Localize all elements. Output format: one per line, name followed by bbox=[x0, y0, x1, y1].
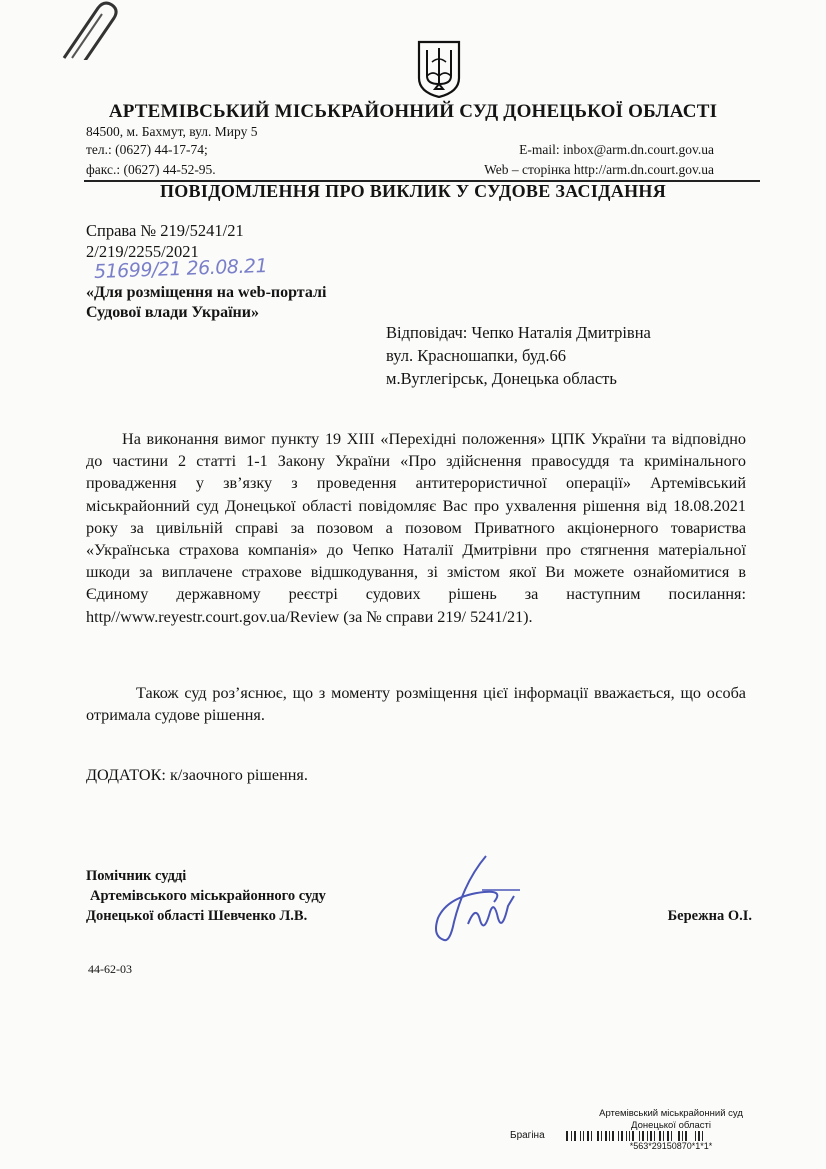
barcode-graphic bbox=[566, 1131, 786, 1141]
court-phone: тел.: (0627) 44-17-74; bbox=[86, 142, 208, 157]
proceeding-number: 2/219/2255/2021 bbox=[86, 242, 199, 261]
paper-clip-icon bbox=[58, 0, 128, 60]
coat-of-arms-icon bbox=[416, 40, 462, 98]
court-email: E-mail: inbox@arm.dn.court.gov.ua bbox=[519, 142, 714, 157]
signatory-title-line2: Артемівського міськрайонного суду bbox=[90, 888, 326, 904]
court-fax: факс.: (0627) 44-52-95. bbox=[86, 162, 216, 177]
respondent-street: вул. Красношапки, буд.66 bbox=[386, 346, 566, 365]
attachment-line: ДОДАТОК: к/заочного рішення. bbox=[86, 766, 308, 784]
portal-note-line2: Судової влади України» bbox=[86, 304, 259, 321]
signatory-title-line1: Помічник судді bbox=[86, 868, 187, 884]
footer-page-label: Брагіна bbox=[510, 1130, 545, 1141]
signatory-title-line3: Донецької області Шевченко Л.В. bbox=[86, 908, 308, 924]
footer-stamp-court-line2: Донецької області bbox=[631, 1120, 711, 1131]
body-paragraph-1-text: На виконання вимог пункту 19 XIII «Перехідні положення» ЦПК України та відповідно до частини 2 статті 1-1 Закону України «Про здійснення правосуддя та кримінального провадження у зв’язку з проведення антитерористичної операції» Артемівський міськрайонний суд Донецької області повідомляє Вас про ухвалення рішення від 18.08.2021 року за цивільній справі за позовом а позовом Приватного акціонерного товариства «Українська страхова компанія» до Чепко Наталії Дмитрівни про стягнення матеріальної шкоди за виплачене страхове відшкодування, зі змістом якої Ви можете ознайомитися в Єдиному державному реєстрі судових рішень за наступним посилання: http//www.reyestr.court.gov.ua/Review (за № справи 219/ 5241/21). bbox=[86, 430, 746, 626]
handwritten-registration-note: 51699/21 26.08.21 bbox=[93, 254, 268, 284]
case-number: Справа № 219/5241/21 bbox=[86, 221, 244, 240]
body-paragraph-2-text: Також суд роз’яснює, що з моменту розміщення цієї інформації вважається, що особа отримала судове рішення. bbox=[86, 684, 746, 725]
court-address: 84500, м. Бахмут, вул. Миру 5 bbox=[86, 124, 258, 139]
signer-name: Бережна О.І. bbox=[667, 908, 752, 924]
footer-stamp-court-line1: Артемівський міськрайонний суд bbox=[599, 1108, 743, 1119]
court-name: АРТЕМІВСЬКИЙ МІСЬКРАЙОННИЙ СУД ДОНЕЦЬКОЇ ОБЛАСТІ bbox=[108, 101, 718, 122]
respondent-name: Відповідач: Чепко Наталія Дмитрівна bbox=[386, 323, 651, 342]
internal-phone: 44-62-03 bbox=[88, 962, 132, 976]
body-paragraph-2 bbox=[86, 682, 746, 726]
barcode-number: *563*29150870*1*1* bbox=[629, 1141, 713, 1151]
body-paragraph-1 bbox=[86, 428, 746, 628]
handwritten-signature bbox=[424, 852, 524, 948]
notice-title: ПОВІДОМЛЕННЯ ПРО ВИКЛИК У СУДОВЕ ЗАСІДАННЯ bbox=[159, 181, 667, 201]
portal-note-line1: «Для розміщення на web-порталі bbox=[86, 284, 327, 301]
respondent-city: м.Вуглегірськ, Донецька область bbox=[386, 369, 617, 388]
court-website: Web – сторінка http://arm.dn.court.gov.ua bbox=[484, 162, 714, 177]
